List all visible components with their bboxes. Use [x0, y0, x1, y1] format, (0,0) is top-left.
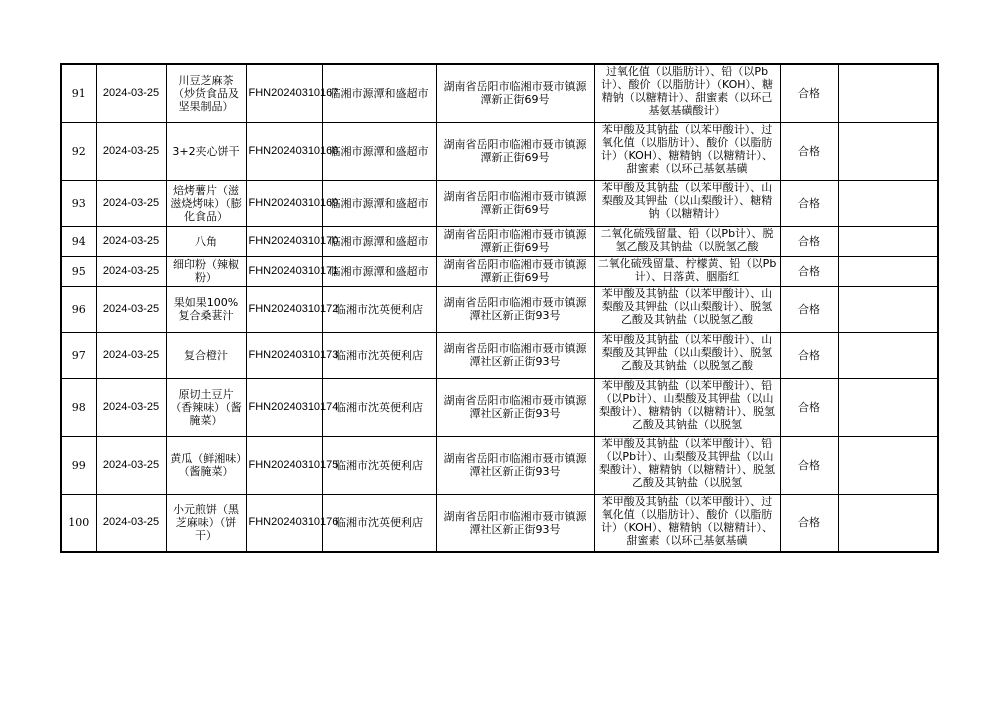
table-row: [61, 122, 938, 180]
product-name: 原切土豆片（香辣味）（酱腌菜）: [166, 378, 246, 436]
store-name: 临湘市源潭和盛超市: [322, 180, 436, 226]
test-result: 合格: [780, 180, 838, 226]
table-row: [61, 494, 938, 552]
test-result: 合格: [780, 436, 838, 494]
sample-code: FHN20240310169: [246, 180, 322, 226]
sample-code: FHN20240310170: [246, 226, 322, 256]
sample-code: FHN20240310175: [246, 436, 322, 494]
product-name: 焙烤薯片（滋滋烧烤味）（膨化食品）: [166, 180, 246, 226]
table-row: [61, 180, 938, 226]
remark: [838, 226, 938, 256]
product-name: 果如果100%复合桑葚汁: [166, 286, 246, 332]
sample-date: 2024-03-25: [96, 64, 166, 122]
test-result: 合格: [780, 378, 838, 436]
sample-date: 2024-03-25: [96, 286, 166, 332]
sample-date: 2024-03-25: [96, 180, 166, 226]
store-address: 湖南省岳阳市临湘市聂市镇源潭社区新正街93号: [436, 332, 594, 378]
table-row: [61, 256, 938, 286]
product-name: 细印粉（辣椒粉）: [166, 256, 246, 286]
test-result: 合格: [780, 256, 838, 286]
inspection-results-table: [60, 63, 939, 553]
store-name: 临湘市沈英便利店: [322, 378, 436, 436]
test-items: 苯甲酸及其钠盐（以苯甲酸计）、山梨酸及其钾盐（以山梨酸计）、糖精钠（以糖精计）: [594, 180, 780, 226]
remark: [838, 122, 938, 180]
product-name: 复合橙汁: [166, 332, 246, 378]
product-name: 川豆芝麻茶（炒货食品及坚果制品）: [166, 64, 246, 122]
row-index: 95: [61, 256, 96, 286]
sample-code: FHN20240310173: [246, 332, 322, 378]
store-name: 临湘市源潭和盛超市: [322, 64, 436, 122]
store-address: 湖南省岳阳市临湘市聂市镇源潭新正街69号: [436, 122, 594, 180]
row-index: 91: [61, 64, 96, 122]
row-index: 96: [61, 286, 96, 332]
test-items: 苯甲酸及其钠盐（以苯甲酸计）、过氧化值（以脂肪计）、酸价（以脂肪计）（KOH）、糖精钠（以糖精计）、甜蜜素（以环己基氨基磺: [594, 122, 780, 180]
row-index: 92: [61, 122, 96, 180]
sample-date: 2024-03-25: [96, 378, 166, 436]
sample-date: 2024-03-25: [96, 122, 166, 180]
store-name: 临湘市沈英便利店: [322, 332, 436, 378]
test-items: 二氧化硫残留量、铅（以Pb计）、脱氢乙酸及其钠盐（以脱氢乙酸: [594, 226, 780, 256]
test-result: 合格: [780, 64, 838, 122]
store-name: 临湘市沈英便利店: [322, 286, 436, 332]
remark: [838, 378, 938, 436]
sample-code: FHN20240310172: [246, 286, 322, 332]
test-result: 合格: [780, 122, 838, 180]
store-name: 临湘市源潭和盛超市: [322, 226, 436, 256]
store-address: 湖南省岳阳市临湘市聂市镇源潭社区新正街93号: [436, 378, 594, 436]
row-index: 100: [61, 494, 96, 552]
table-row: [61, 226, 938, 256]
sample-code: FHN20240310167: [246, 64, 322, 122]
store-name: 临湘市源潭和盛超市: [322, 256, 436, 286]
store-address: 湖南省岳阳市临湘市聂市镇源潭社区新正街93号: [436, 494, 594, 552]
store-name: 临湘市源潭和盛超市: [322, 122, 436, 180]
test-items: 二氧化硫残留量、柠檬黄、铅（以Pb计）、日落黄、胭脂红: [594, 256, 780, 286]
store-name: 临湘市沈英便利店: [322, 494, 436, 552]
row-index: 94: [61, 226, 96, 256]
sample-code: FHN20240310168: [246, 122, 322, 180]
sample-code: FHN20240310174: [246, 378, 322, 436]
store-address: 湖南省岳阳市临湘市聂市镇源潭新正街69号: [436, 180, 594, 226]
test-items: 苯甲酸及其钠盐（以苯甲酸计）、山梨酸及其钾盐（以山梨酸计）、脱氢乙酸及其钠盐（以脱氢乙酸: [594, 286, 780, 332]
table-row: [61, 286, 938, 332]
sample-date: 2024-03-25: [96, 494, 166, 552]
test-items: 苯甲酸及其钠盐（以苯甲酸计）、铅（以Pb计）、山梨酸及其钾盐（以山梨酸计）、糖精钠（以糖精计）、脱氢乙酸及其钠盐（以脱氢: [594, 436, 780, 494]
table-body: [61, 64, 938, 552]
test-result: 合格: [780, 332, 838, 378]
remark: [838, 494, 938, 552]
product-name: 小元煎饼（黑芝麻味）（饼干）: [166, 494, 246, 552]
test-result: 合格: [780, 226, 838, 256]
test-items: 苯甲酸及其钠盐（以苯甲酸计）、山梨酸及其钾盐（以山梨酸计）、脱氢乙酸及其钠盐（以脱氢乙酸: [594, 332, 780, 378]
product-name: 八角: [166, 226, 246, 256]
remark: [838, 256, 938, 286]
table-row: [61, 436, 938, 494]
test-items: 苯甲酸及其钠盐（以苯甲酸计）、铅（以Pb计）、山梨酸及其钾盐（以山梨酸计）、糖精钠（以糖精计）、脱氢乙酸及其钠盐（以脱氢: [594, 378, 780, 436]
remark: [838, 332, 938, 378]
sample-code: FHN20240310176: [246, 494, 322, 552]
row-index: 93: [61, 180, 96, 226]
product-name: 3+2夹心饼干: [166, 122, 246, 180]
sample-date: 2024-03-25: [96, 436, 166, 494]
sample-code: FHN20240310171: [246, 256, 322, 286]
store-name: 临湘市沈英便利店: [322, 436, 436, 494]
store-address: 湖南省岳阳市临湘市聂市镇源潭新正街69号: [436, 226, 594, 256]
row-index: 99: [61, 436, 96, 494]
sample-date: 2024-03-25: [96, 226, 166, 256]
remark: [838, 64, 938, 122]
sample-date: 2024-03-25: [96, 332, 166, 378]
test-items: 苯甲酸及其钠盐（以苯甲酸计）、过氧化值（以脂肪计）、酸价（以脂肪计）（KOH）、糖精钠（以糖精计）、甜蜜素（以环己基氨基磺: [594, 494, 780, 552]
table-row: [61, 332, 938, 378]
table-row: [61, 378, 938, 436]
remark: [838, 180, 938, 226]
remark: [838, 436, 938, 494]
row-index: 97: [61, 332, 96, 378]
test-result: 合格: [780, 494, 838, 552]
store-address: 湖南省岳阳市临湘市聂市镇源潭社区新正街93号: [436, 436, 594, 494]
test-items: 过氧化值（以脂肪计）、铅（以Pb计）、酸价（以脂肪计）（KOH）、糖精钠（以糖精计）、甜蜜素（以环己基氨基磺酸计）: [594, 64, 780, 122]
row-index: 98: [61, 378, 96, 436]
remark: [838, 286, 938, 332]
sample-date: 2024-03-25: [96, 256, 166, 286]
test-result: 合格: [780, 286, 838, 332]
table-row: [61, 64, 938, 122]
product-name: 黄瓜（鲜湘味）（酱腌菜）: [166, 436, 246, 494]
store-address: 湖南省岳阳市临湘市聂市镇源潭新正街69号: [436, 64, 594, 122]
store-address: 湖南省岳阳市临湘市聂市镇源潭新正街69号: [436, 256, 594, 286]
store-address: 湖南省岳阳市临湘市聂市镇源潭社区新正街93号: [436, 286, 594, 332]
